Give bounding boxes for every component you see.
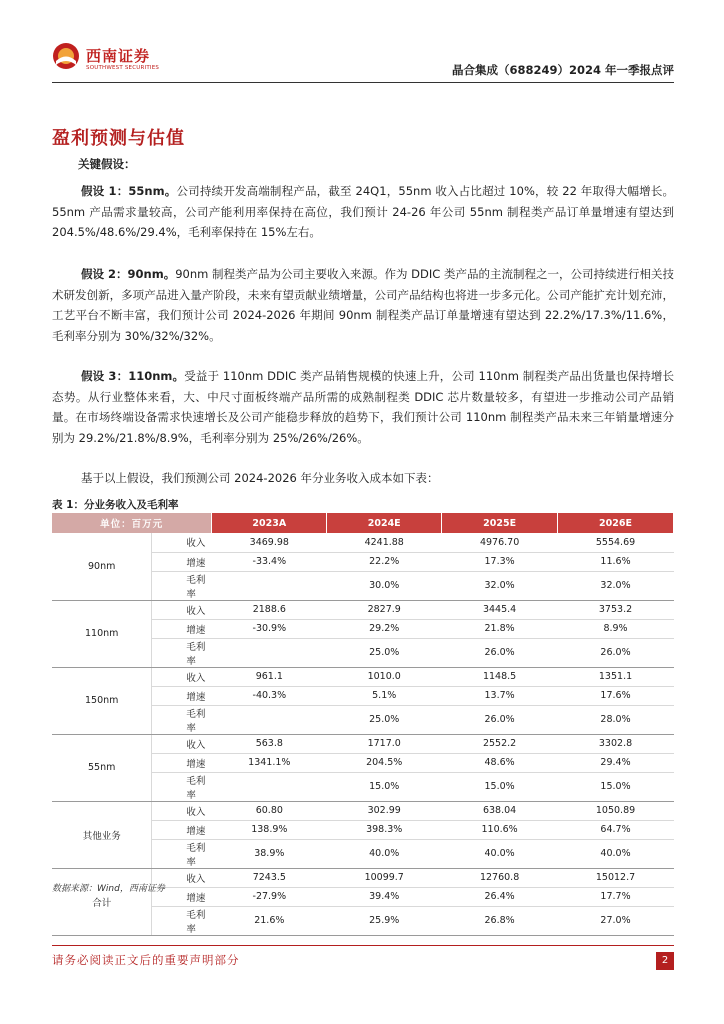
table-cell: 26.0% [558, 638, 674, 667]
footer-notice: 请务必阅读正文后的重要声明部分 [52, 953, 240, 967]
table-cell: 3469.98 [212, 533, 327, 552]
table-row [52, 533, 674, 552]
table-cell: 30.0% [327, 571, 442, 600]
table-cell: 40.0% [442, 839, 558, 868]
metric-label: 毛利率 [152, 772, 212, 801]
table-cell: 5554.69 [558, 533, 674, 552]
table-cell: 302.99 [327, 801, 442, 820]
table-cell: 26.0% [442, 638, 558, 667]
key-assumptions-title: 关键假设： [78, 157, 136, 171]
table-cell: 3753.2 [558, 600, 674, 619]
metric-label: 毛利率 [152, 638, 212, 667]
table-cell: 10099.7 [327, 868, 442, 887]
table-cell: 60.80 [212, 801, 327, 820]
table-cell: 40.0% [327, 839, 442, 868]
table-cell: 64.7% [558, 820, 674, 839]
table-cell: 110.6% [442, 820, 558, 839]
assumption-3-lead: 假设 3：110nm。 [81, 369, 185, 383]
assumption-1-lead: 假设 1：55nm。 [81, 184, 177, 198]
group-label: 90nm [52, 533, 152, 600]
company-logo [52, 42, 222, 76]
year-header: 2026E [558, 513, 674, 533]
table-cell: 40.0% [558, 839, 674, 868]
table-body [52, 533, 674, 935]
metric-label: 收入 [152, 868, 212, 887]
table-cell: 38.9% [212, 839, 327, 868]
table-cell: 39.4% [327, 887, 442, 906]
metric-label: 收入 [152, 667, 212, 686]
assumption-2-body: 90nm 制程类产品为公司主要收入来源。作为 DDIC 类产品的主流制程之一，公司持续进行相关技术研发创新，多项产品进入量产阶段，未来有望贡献业绩增量，公司产品结构也将进一步多元化。公司产能扩充计划充沛，工艺平台不断丰富，我们预计公司 2024-2026 年期间 90nm 制程类产品订单量增速有望达到 22.2%/17.3%/11.6%，毛利率分别为 30%/32%/32%。 [52, 267, 675, 343]
logo-text-cn: 西南证券 [86, 47, 151, 65]
table-cell: 2188.6 [212, 600, 327, 619]
metric-label: 增速 [152, 753, 212, 772]
table-cell: 13.7% [442, 686, 558, 705]
table-cell: 638.04 [442, 801, 558, 820]
table-cell: 1351.1 [558, 667, 674, 686]
table-cell: 29.2% [327, 619, 442, 638]
table-cell: 3302.8 [558, 734, 674, 753]
page-number: 2 [656, 952, 674, 970]
unit-header: 单位：百万元 [52, 513, 212, 533]
group-label: 55nm [52, 734, 152, 801]
metric-label: 收入 [152, 734, 212, 753]
table-cell: 563.8 [212, 734, 327, 753]
page-header [52, 40, 674, 86]
group-label: 其他业务 [52, 801, 152, 868]
metric-label: 增速 [152, 619, 212, 638]
table-row [52, 600, 674, 619]
table-cell: 4241.88 [327, 533, 442, 552]
table-cell: 17.7% [558, 887, 674, 906]
table-cell: 48.6% [442, 753, 558, 772]
table-cell: -40.3% [212, 686, 327, 705]
metric-label: 毛利率 [152, 906, 212, 935]
table-cell: 26.0% [442, 705, 558, 734]
table-cell: 398.3% [327, 820, 442, 839]
logo-mark-icon [52, 42, 80, 70]
table-cell [212, 705, 327, 734]
table-cell: -33.4% [212, 552, 327, 571]
metric-label: 收入 [152, 600, 212, 619]
assumption-2-paragraph [52, 264, 674, 346]
table-row [52, 667, 674, 686]
table-cell: 1717.0 [327, 734, 442, 753]
header-divider [52, 82, 674, 83]
table-cell: 8.9% [558, 619, 674, 638]
table-cell: 21.8% [442, 619, 558, 638]
metric-label: 毛利率 [152, 839, 212, 868]
table-cell [212, 772, 327, 801]
group-label: 110nm [52, 600, 152, 667]
table-cell: 204.5% [327, 753, 442, 772]
metric-label: 毛利率 [152, 571, 212, 600]
table-row [52, 801, 674, 820]
table-cell: 961.1 [212, 667, 327, 686]
table-cell: 138.9% [212, 820, 327, 839]
assumption-3-body: 受益于 110nm DDIC 类产品销售规模的快速上升，公司 110nm 制程类产品出货量也保持增长态势。从行业整体来看，大、中尺寸面板终端产品所需的成熟制程类 DDIC 芯片数量较多，有望进一步推动公司产品销量。在市场终端设备需求快速增长及公司产能稳步释放的趋势下，我们预计公司 110nm 制程类产品未来三年销量增速分别为 29.2%/21.8%/8.9%，毛利率分别为 25%/26%/26%。 [52, 369, 674, 445]
table-cell: 15.0% [327, 772, 442, 801]
metric-label: 收入 [152, 801, 212, 820]
metric-label: 毛利率 [152, 705, 212, 734]
table-cell: -30.9% [212, 619, 327, 638]
table-cell: 26.8% [442, 906, 558, 935]
footer-divider [52, 945, 674, 946]
year-header: 2025E [442, 513, 558, 533]
table-cell: 17.3% [442, 552, 558, 571]
table-cell: 15.0% [442, 772, 558, 801]
summary-paragraph: 基于以上假设，我们预测公司 2024-2026 年分业务收入成本如下表： [81, 471, 439, 485]
metric-label: 增速 [152, 887, 212, 906]
table-cell: 25.0% [327, 705, 442, 734]
table-cell: 1050.89 [558, 801, 674, 820]
table-cell: 17.6% [558, 686, 674, 705]
table-cell: 25.9% [327, 906, 442, 935]
section-title: 盈利预测与估值 [52, 128, 185, 149]
report-title: 晶合集成（688249）2024 年一季报点评 [451, 63, 674, 77]
assumption-1-paragraph [52, 181, 674, 243]
table-cell: 15012.7 [558, 868, 674, 887]
table-cell: 28.0% [558, 705, 674, 734]
assumption-2-lead: 假设 2：90nm。 [81, 267, 176, 281]
table-cell: 29.4% [558, 753, 674, 772]
table-cell: 15.0% [558, 772, 674, 801]
assumption-1-body: 公司持续开发高端制程产品，截至 24Q1，55nm 收入占比超过 10%，较 22 年取得大幅增长。55nm 产品需求量较高，公司产能利用率保持在高位，我们预计 24-26 年公司 55nm 制程类产品订单量增速有望达到 204.5%/48.6%/29.4%，毛利率保持在 15%左右。 [52, 184, 675, 239]
table-cell: 21.6% [212, 906, 327, 935]
metric-label: 增速 [152, 820, 212, 839]
table-row [52, 734, 674, 753]
table-cell [212, 638, 327, 667]
table-cell: 7243.5 [212, 868, 327, 887]
logo-text-en: SOUTHWEST SECURITIES [86, 65, 160, 71]
table-cell: 1148.5 [442, 667, 558, 686]
metric-label: 收入 [152, 533, 212, 552]
assumption-3-paragraph [52, 366, 674, 448]
group-label: 合计 [52, 868, 152, 935]
data-source: 数据来源：Wind，西南证券 [52, 884, 165, 894]
table-header-row [52, 513, 674, 533]
table-cell: 25.0% [327, 638, 442, 667]
metric-label: 增速 [152, 552, 212, 571]
table-cell: 3445.4 [442, 600, 558, 619]
table-cell: 5.1% [327, 686, 442, 705]
table-cell: 12760.8 [442, 868, 558, 887]
table-cell: -27.9% [212, 887, 327, 906]
table-title: 表 1：分业务收入及毛利率 [52, 499, 179, 511]
table-cell: 11.6% [558, 552, 674, 571]
table-cell: 2827.9 [327, 600, 442, 619]
table-cell: 22.2% [327, 552, 442, 571]
table-cell: 2552.2 [442, 734, 558, 753]
metric-label: 增速 [152, 686, 212, 705]
group-label: 150nm [52, 667, 152, 734]
revenue-table [52, 513, 674, 936]
table-cell: 27.0% [558, 906, 674, 935]
table-cell: 1010.0 [327, 667, 442, 686]
year-header: 2023A [212, 513, 327, 533]
year-header: 2024E [327, 513, 442, 533]
table-cell: 26.4% [442, 887, 558, 906]
table-cell: 32.0% [442, 571, 558, 600]
table-cell: 1341.1% [212, 753, 327, 772]
table-cell [212, 571, 327, 600]
table-cell: 32.0% [558, 571, 674, 600]
table-cell: 4976.70 [442, 533, 558, 552]
